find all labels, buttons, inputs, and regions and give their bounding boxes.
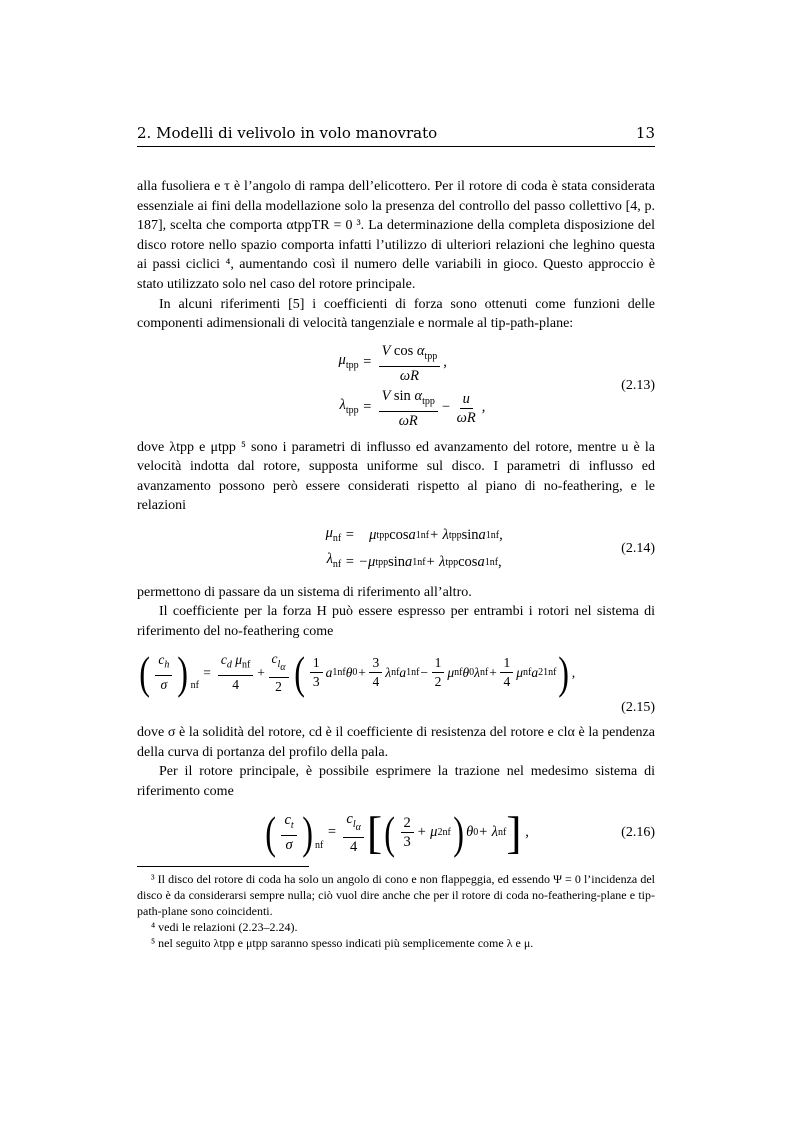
footnote-3: ³ Il disco del rotore di coda ha solo un angolo di cono e non flappeggia, ed essendo Ψ = 0 l’incidenza del disco è da considerarsi sempre nulla; ciò vuol dire anche che per il rotore di coda no-feathering-plane e tip-path-plane sono coincidenti. xyxy=(137,871,655,918)
equation-2-15: ( $\frac{c_h}{\sigma}$ ) $_{nf}$ = $\frac{c_d \mu_{nf}}{4}$ + $\frac{c_{l_\alpha}}{2}$ ( $\frac{1}{3}$ a 1nf θ 0 + $\frac{3}{4}$ λ nf a 1nf − $\frac{1}{2}$ μ nf θ 0 λ nf + $\frac{1}{4}$ μ nf a 2 1nf ) , (2.15) xyxy=(137,648,655,718)
footnote-5: ⁵ nel seguito λtpp e μtpp saranno spesso indicati più semplicemente come λ e μ. xyxy=(151,935,534,950)
document-page xyxy=(137,124,655,951)
paragraph: Il coefficiente per la forza H può essere espresso per entrambi i rotori nel sistema di riferimento del no-feathering come xyxy=(137,604,655,640)
paragraph: alla fusoliera e τ è l’angolo di rampa dell’elicottero. Per il rotore di coda è stata considerata essenziale ai fini della modellazione solo la presenza del controllo del passo collettivo [4, p. 187], scelta che comporta αtppTR = 0 ³. La determinazione della completa disposizione del disco rotore nello spazio comporta infatti l’utilizzo di ulteriori relazioni che leghino questa ai passi ciclici ⁴, aumentando così il numero delle variabili in gioco. Questo approccio è stato utilizzato solo nel caso del rotore principale. xyxy=(137,179,655,292)
paragraph: In alcuni riferimenti [5] i coefficienti di forza sono ottenuti come funzioni delle componenti adimensionali di velocità tangenziale e normale al tip-path-plane: xyxy=(137,296,655,332)
running-header xyxy=(137,124,655,147)
paragraph: dove λtpp e μtpp ⁵ sono i parametri di influsso ed avanzamento del rotore, mentre u è la velocità indotta dal rotore, supposta uniforme sul disco. I parametri di influsso ed avanzamento possono però essere considerati rispetto al piano di no-feathering, e le relazioni xyxy=(137,439,655,514)
page-number: 13 xyxy=(635,124,655,142)
equation-2-14: $\mu_{nf}$ = μ tpp cos a 1nf + λ tpp sin a 1nf , $\lambda_{nf}$ = −μ tpp sin a 1nf + λ tpp cos a 1nf , (2.14) xyxy=(325,524,655,571)
footnote-rule xyxy=(137,866,309,867)
equation-number: (2.16) xyxy=(621,824,655,840)
paragraph: Per il rotore principale, è possibile esprimere la trazione nel medesimo sistema di riferimento come xyxy=(137,764,655,800)
chapter-title: 2. Modelli di velivolo in volo manovrato xyxy=(137,124,438,142)
equation-2-13: $\mu_{tpp}$ = $\frac{V \cos \alpha_{tpp}}{\omega R}$ , $\lambda_{tpp}$ = $\frac{V \sin \alpha_{tpp}}{\omega R}$ − $\frac{u}{\omega R}$ , (2.13) xyxy=(338,342,655,429)
equation-number: (2.14) xyxy=(621,541,655,557)
equation-number: (2.13) xyxy=(621,377,655,393)
equation-2-16: ( $\frac{c_t}{\sigma}$ ) $_{nf}$ = $\frac{c_{l_\alpha}}{4}$ [ ( $\frac{2}{3}$ + μ 2 nf ) θ 0 + λ nf ] , (2.16) xyxy=(265,806,655,858)
equation-number: (2.15) xyxy=(621,699,655,715)
footnote-4: ⁴ vedi le relazioni (2.23–2.24). xyxy=(151,919,298,934)
paragraph: permettono di passare da un sistema di riferimento all’altro. xyxy=(137,584,472,600)
body-text xyxy=(137,177,655,951)
footnotes xyxy=(137,871,655,951)
paragraph: dove σ è la solidità del rotore, cd è il coefficiente di resistenza del rotore e clα è la pendenza della curva di portanza del profilo della pala. xyxy=(137,725,655,760)
